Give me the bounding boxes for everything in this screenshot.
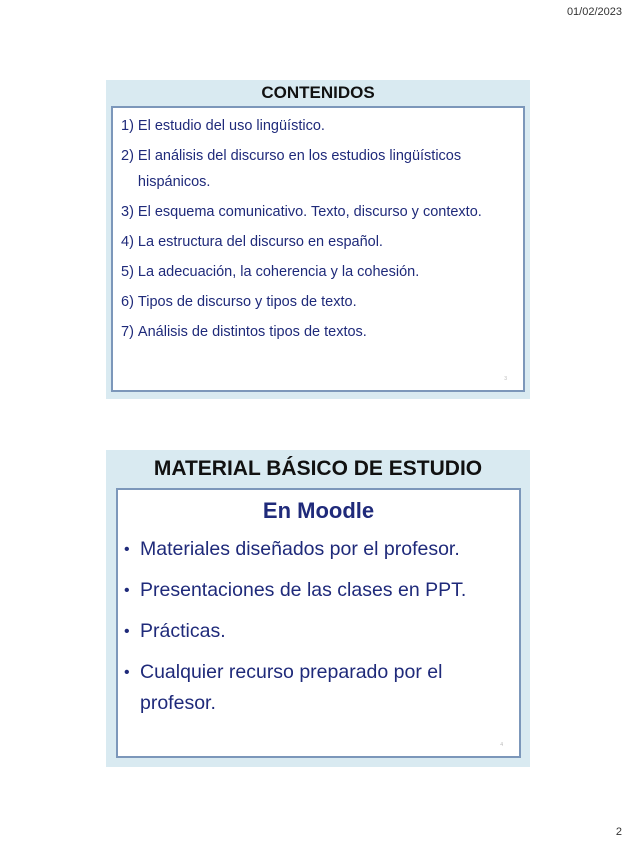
item-number: 7) [121,324,138,340]
list-item [124,575,513,606]
content-box [111,106,525,392]
list-item [124,616,513,647]
content-box [116,488,521,758]
list-item [124,657,513,719]
item-number: 5) [121,264,138,280]
list-item [121,199,515,225]
slide-material-basico [106,450,530,767]
list-item [121,259,515,285]
item-text: Materiales diseñados por el profesor. [140,538,460,560]
slide-contenidos [106,80,530,399]
item-text: Prácticas. [140,620,226,642]
list-item [121,143,515,195]
bullet-icon: • [124,582,130,599]
bullet-icon: • [124,664,130,681]
slide-subtitle: En Moodle [262,498,375,523]
slide-title: MATERIAL BÁSICO DE ESTUDIO [153,457,483,480]
slide-number: 3 [504,376,507,382]
list-item [121,289,515,315]
page-date: 01/02/2023 [566,6,622,18]
slide-title: CONTENIDOS [261,83,375,102]
item-text: Análisis de distintos tipos de textos. [137,324,367,340]
contents-list [121,113,515,345]
page-number: 2 [615,826,622,838]
item-text: Tipos de discurso y tipos de texto. [137,294,357,310]
item-text: El estudio del uso lingüístico. [137,118,325,134]
item-text: Cualquier recurso preparado por el profesor. [140,661,443,714]
item-number: 6) [121,294,138,310]
item-text: La estructura del discurso en español. [137,234,383,250]
list-item [121,113,515,139]
item-text: Presentaciones de las clases en PPT. [140,579,467,601]
item-number: 2) [121,148,138,164]
list-item [121,319,515,345]
bullet-list [124,534,513,719]
item-number: 1) [121,118,138,134]
list-item [124,534,513,565]
item-number: 4) [121,234,138,250]
item-number: 3) [121,204,138,220]
bullet-icon: • [124,541,130,558]
item-text: El análisis del discurso en los estudios lingüísticos hispánicos. [137,148,462,190]
item-text: La adecuación, la coherencia y la cohesión. [137,264,420,280]
item-text: El esquema comunicativo. Texto, discurso y contexto. [137,204,482,220]
slide-number: 4 [500,742,503,748]
list-item [121,229,515,255]
bullet-icon: • [124,623,130,640]
